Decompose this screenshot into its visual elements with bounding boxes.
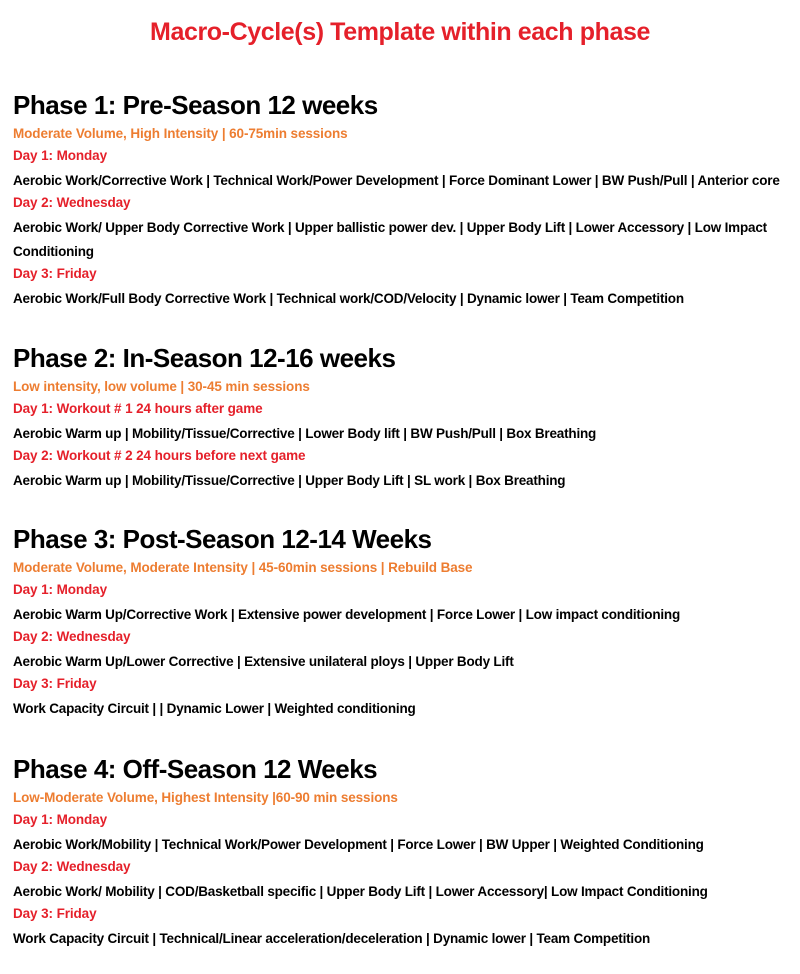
phase-subtitle: Low-Moderate Volume, Highest Intensity |60-90 min sessions	[13, 790, 398, 805]
phase-subtitle: Moderate Volume, High Intensity | 60-75min sessions	[13, 126, 348, 141]
phase-heading: Phase 3: Post-Season 12-14 Weeks	[13, 524, 432, 554]
phase-heading: Phase 2: In-Season 12-16 weeks	[13, 343, 396, 373]
day-block	[13, 193, 788, 264]
day-label: Day 3: Friday	[13, 266, 97, 281]
day-content: Aerobic Work/ Upper Body Corrective Work | Upper ballistic power dev. | Upper Body Lift | Lower Accessory | Low Impact Conditioning	[13, 220, 767, 259]
phase-4-section	[13, 754, 788, 951]
day-content: Aerobic Work/Mobility | Technical Work/Power Development | Force Lower | BW Upper | Weighted Conditioning	[13, 837, 704, 852]
day-block	[13, 580, 788, 627]
day-label: Day 1: Monday	[13, 582, 107, 597]
phase-subtitle: Moderate Volume, Moderate Intensity | 45-60min sessions | Rebuild Base	[13, 560, 473, 575]
day-content: Work Capacity Circuit | Technical/Linear acceleration/deceleration | Dynamic lower | Team Competition	[13, 931, 651, 946]
day-block	[13, 264, 788, 311]
day-block	[13, 446, 788, 493]
phase-heading: Phase 4: Off-Season 12 Weeks	[13, 754, 378, 784]
day-content: Work Capacity Circuit | | Dynamic Lower | Weighted conditioning	[13, 701, 416, 716]
day-block	[13, 857, 788, 904]
day-label: Day 3: Friday	[13, 676, 97, 691]
day-label: Day 1: Monday	[13, 812, 107, 827]
day-block	[13, 627, 788, 674]
day-block	[13, 674, 788, 721]
day-label: Day 2: Wednesday	[13, 859, 131, 874]
day-content: Aerobic Warm Up/Corrective Work | Extensive power development | Force Lower | Low impact conditioning	[13, 607, 681, 622]
phase-heading: Phase 1: Pre-Season 12 weeks	[13, 90, 378, 120]
phase-1-section	[13, 90, 788, 311]
day-label: Day 3: Friday	[13, 906, 97, 921]
day-content: Aerobic Work/ Mobility | COD/Basketball specific | Upper Body Lift | Lower Accessory| Low Impact Conditioning	[13, 884, 708, 899]
day-content: Aerobic Work/Corrective Work | Technical Work/Power Development | Force Dominant Lower | BW Push/Pull | Anterior core	[13, 173, 780, 188]
phase-3-section	[13, 524, 788, 721]
phase-subtitle: Low intensity, low volume | 30-45 min sessions	[13, 379, 310, 394]
day-content: Aerobic Warm up | Mobility/Tissue/Corrective | Lower Body lift | BW Push/Pull | Box Breathing	[13, 426, 597, 441]
document-title: Macro-Cycle(s) Template within each phase	[150, 18, 650, 46]
day-label: Day 2: Wednesday	[13, 195, 131, 210]
day-block	[13, 146, 788, 193]
day-block	[13, 904, 788, 951]
day-block	[13, 399, 788, 446]
day-label: Day 1: Workout # 1 24 hours after game	[13, 401, 263, 416]
day-content: Aerobic Warm up | Mobility/Tissue/Corrective | Upper Body Lift | SL work | Box Breathing	[13, 473, 566, 488]
day-content: Aerobic Work/Full Body Corrective Work | Technical work/COD/Velocity | Dynamic lower | Team Competition	[13, 291, 684, 306]
day-label: Day 1: Monday	[13, 148, 107, 163]
day-content: Aerobic Warm Up/Lower Corrective | Extensive unilateral ploys | Upper Body Lift	[13, 654, 514, 669]
day-block	[13, 810, 788, 857]
day-label: Day 2: Wednesday	[13, 629, 131, 644]
phase-2-section	[13, 343, 788, 493]
day-label: Day 2: Workout # 2 24 hours before next game	[13, 448, 306, 463]
